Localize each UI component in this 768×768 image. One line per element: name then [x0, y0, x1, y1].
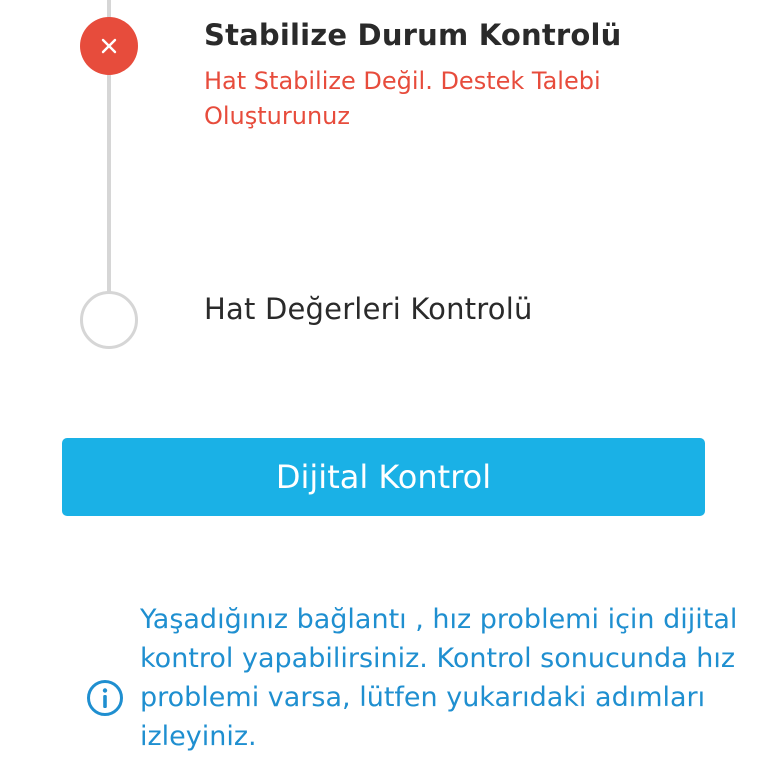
digital-check-button[interactable]: Dijital Kontrol [62, 438, 705, 516]
step-title-stability: Stabilize Durum Kontrolü [204, 18, 622, 52]
step-failed-indicator [80, 17, 138, 75]
close-icon [100, 37, 118, 55]
info-icon [86, 679, 124, 717]
step-error-message: Hat Stabilize Değil. Destek Talebi Oluşturunuz [204, 67, 601, 130]
step-pending-indicator [80, 291, 138, 349]
step-title-line-values: Hat Değerleri Kontrolü [204, 292, 533, 326]
info-message: Yaşadığınız bağlantı , hız problemi için dijital kontrol yapabilirsiniz. Kontrol sonucunda hız problemi varsa, lütfen yukarıdaki adımları izleyiniz. [140, 604, 738, 752]
